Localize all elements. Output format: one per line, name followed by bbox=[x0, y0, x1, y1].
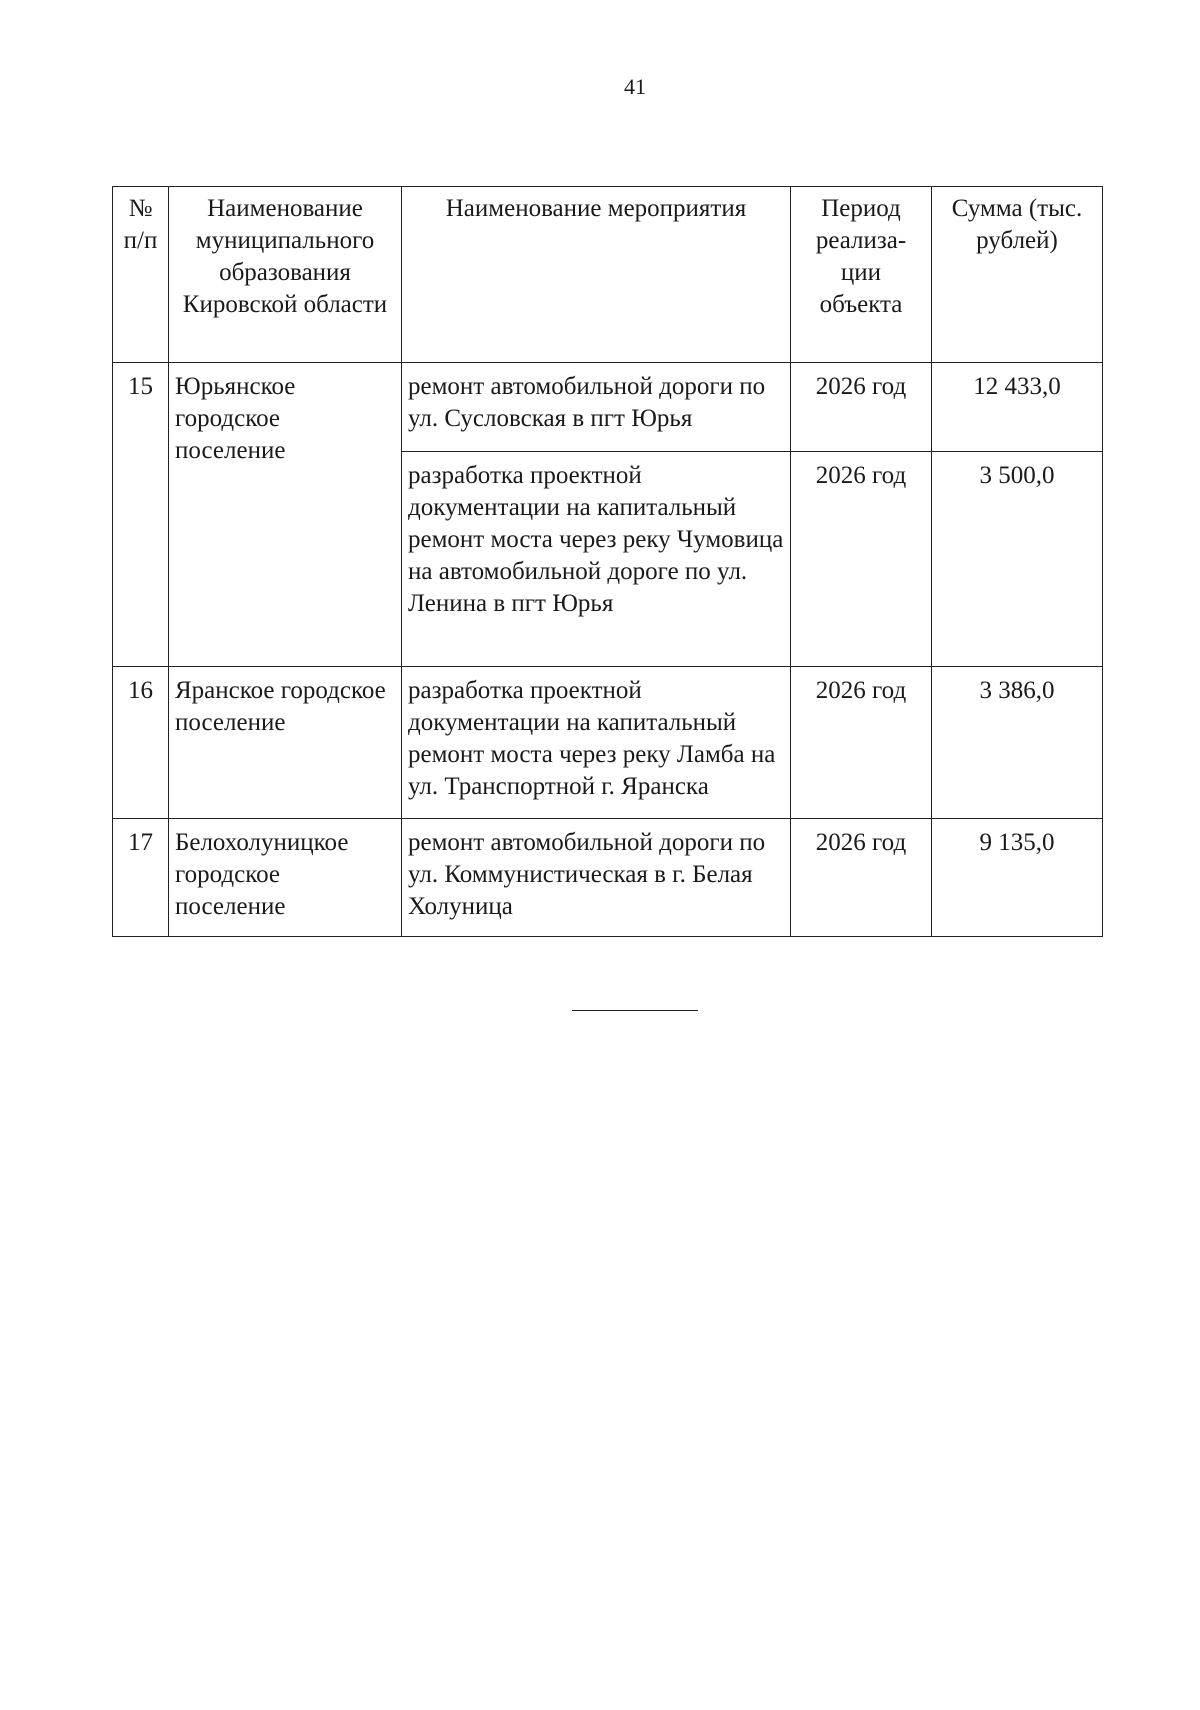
row-sum: 3 386,0 bbox=[932, 667, 1103, 819]
row-num: 15 bbox=[113, 363, 169, 667]
header-municipality: Наименование муниципального образования Кировской области bbox=[169, 187, 402, 363]
end-of-document-rule bbox=[572, 1010, 698, 1011]
row-period: 2026 год bbox=[791, 819, 932, 937]
row-activity: разработка проектной документации на капитальный ремонт моста через реку Ламба на ул. Транспортной г. Яранска bbox=[402, 667, 791, 819]
row-num: 17 bbox=[113, 819, 169, 937]
row-activity: ремонт автомобильной дороги по ул. Коммунистическая в г. Белая Холуница bbox=[402, 819, 791, 937]
row-sum: 3 500,0 bbox=[932, 452, 1103, 667]
row-activity: ремонт автомобильной дороги по ул. Сусловская в пгт Юрья bbox=[402, 363, 791, 452]
row-sum: 12 433,0 bbox=[932, 363, 1103, 452]
row-municipality: Яранское городское поселение bbox=[169, 667, 402, 819]
table-header-row bbox=[113, 187, 1103, 363]
row-period: 2026 год bbox=[791, 363, 932, 452]
row-period: 2026 год bbox=[791, 667, 932, 819]
header-num: № п/п bbox=[113, 187, 169, 363]
header-sum: Сумма (тыс. рублей) bbox=[932, 187, 1103, 363]
page-number: 41 bbox=[624, 74, 646, 99]
row-sum: 9 135,0 bbox=[932, 819, 1103, 937]
header-period: Период реализа-ции объекта bbox=[791, 187, 932, 363]
header-activity: Наименование мероприятия bbox=[402, 187, 791, 363]
row-municipality: Белохолуницкое городское поселение bbox=[169, 819, 402, 937]
activities-table bbox=[112, 186, 1103, 937]
row-period: 2026 год bbox=[791, 452, 932, 667]
table-row bbox=[113, 363, 1103, 452]
table-row bbox=[113, 819, 1103, 937]
row-num: 16 bbox=[113, 667, 169, 819]
row-activity: разработка проектной документации на капитальный ремонт моста через реку Чумовица на автомобильной дороге по ул. Ленина в пгт Юрья bbox=[402, 452, 791, 667]
table-row bbox=[113, 667, 1103, 819]
row-municipality: Юрьянское городское поселение bbox=[169, 363, 402, 667]
